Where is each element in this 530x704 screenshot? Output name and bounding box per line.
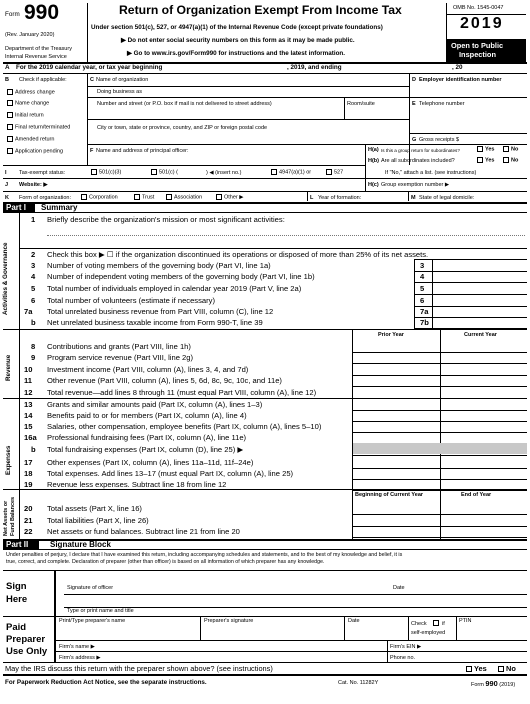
line-number: b (31, 445, 36, 454)
current-year-field[interactable] (441, 433, 527, 443)
self-employed-label: self-employed (411, 630, 446, 636)
line-text: Contributions and grants (Part VIII, line 1h) (47, 342, 191, 351)
checkbox-other[interactable]: Other ▶ (216, 194, 244, 200)
preparer-name-label: Print/Type preparer's name (59, 618, 126, 624)
current-year-field[interactable] (441, 469, 527, 479)
service-name: Internal Revenue Service (5, 54, 67, 60)
line-2-text: Check this box ▶ ☐ if the organization discontinued its operations or disposed of more than 25% of its net assets. (47, 250, 429, 259)
form-number: 990 (24, 1, 60, 24)
line-number: b (31, 318, 36, 327)
room-suite-label: Room/suite (347, 101, 375, 107)
hb-note: If "No," attach a list. (see instructions) (385, 170, 477, 176)
prior-year-field[interactable] (353, 458, 439, 468)
state-domicile-label: State of legal domicile: (419, 195, 475, 201)
footer-form-id: Form 990 (2019) (471, 679, 516, 688)
checkbox-final-return[interactable]: Final return/terminated (7, 124, 70, 130)
line-value-field[interactable] (433, 295, 527, 305)
line-a-mid: , 2019, and ending (287, 64, 342, 71)
form-label: Form (5, 11, 20, 18)
line-text: Number of independent voting members of the governing body (Part VI, line 1b) (47, 272, 315, 281)
line-text: Total revenue—add lines 8 through 11 (must equal Part VIII, column (A), line 12) (47, 388, 317, 397)
perjury-statement-2: true, correct, and complete. Declaration of preparer (other than officer) is based on all information of which preparer has any knowledge. (6, 559, 325, 565)
prior-year-field[interactable] (353, 400, 439, 410)
header-divider-left (87, 3, 88, 62)
current-year-field[interactable] (441, 342, 527, 352)
line-a-label: A (5, 64, 10, 71)
line-text: Total number of volunteers (estimate if necessary) (47, 296, 215, 305)
g-label: G (412, 137, 417, 143)
beginning-year-header: Beginning of Current Year (355, 492, 424, 498)
prior-year-field[interactable] (353, 527, 439, 537)
prior-year-field[interactable] (353, 480, 439, 490)
discuss-yes-checkbox[interactable]: Yes (466, 664, 487, 673)
hb-label: H(b) (368, 158, 379, 164)
line-value-field[interactable] (433, 271, 527, 281)
checkbox-4947[interactable]: 4947(a)(1) or (271, 169, 311, 175)
line-text: Net unrelated business taxable income from Form 990-T, line 39 (47, 318, 263, 327)
ha-text: Is this a group return for subordinates? (381, 148, 460, 153)
prior-year-field[interactable] (353, 433, 439, 443)
line-text: Total unrelated business revenue from Part VIII, column (C), line 12 (47, 307, 274, 316)
firm-ein-label: Firm's EIN ▶ (390, 644, 422, 650)
ha-yes-checkbox[interactable]: Yes (477, 146, 494, 152)
line-value-field[interactable] (433, 260, 527, 270)
tax-year: 2019 (460, 15, 504, 32)
line-number: 3 (31, 261, 36, 270)
line-number: 12 (24, 388, 33, 397)
footer-paperwork: For Paperwork Reduction Act Notice, see the separate instructions. (5, 679, 207, 686)
group-exemption-label: Group exemption number ▶ (381, 182, 450, 188)
side-label-expenses: Expenses (5, 445, 12, 475)
public-line-2: Inspection (459, 50, 496, 59)
checkbox-corporation[interactable]: Corporation (81, 194, 118, 200)
open-to-public-banner (447, 39, 526, 62)
self-employed-checkbox[interactable] (433, 620, 439, 626)
line-text: Grants and similar amounts paid (Part IX, column (A), lines 1–3) (47, 400, 263, 409)
line-number: 4 (31, 272, 36, 281)
prior-year-field[interactable] (353, 422, 439, 432)
line-text: Professional fundraising fees (Part IX, column (A), line 11e) (47, 433, 247, 442)
current-year-field[interactable] (441, 376, 527, 386)
checkbox-initial-return[interactable]: Initial return (7, 112, 44, 118)
b-label: B (5, 77, 9, 83)
side-label-net-assets-2: Fund Balances (10, 496, 16, 536)
line-number: 19 (24, 480, 33, 489)
current-year-field[interactable] (441, 400, 527, 410)
checkbox-trust[interactable]: Trust (134, 194, 154, 200)
line-box-label: 5 (420, 284, 425, 293)
side-label-activities: Activities & Governance (2, 242, 9, 315)
checkbox-527[interactable]: 527 (326, 169, 343, 175)
checkbox-address-change[interactable]: Address change (7, 89, 55, 95)
phone-label: Phone no. (390, 655, 416, 661)
org-name-label: Name of organization (96, 77, 149, 83)
line-number: 18 (24, 469, 33, 478)
hb-text: Are all subordinates included? (381, 158, 455, 164)
line-2-number: 2 (31, 250, 36, 259)
discuss-text: May the IRS discuss this return with the preparer shown above? (see instructions) (5, 664, 273, 673)
discuss-no-checkbox[interactable]: No (498, 664, 516, 673)
line-a-end: , 20 (452, 64, 463, 71)
hc-label: H(c) (368, 182, 379, 188)
telephone-label: Telephone number (419, 101, 465, 107)
principal-officer-label: Name and address of principal officer: (96, 148, 189, 154)
current-year-field[interactable] (441, 353, 527, 363)
website-label: Website: ▶ (19, 182, 48, 188)
footer-cat-number: Cat. No. 11282Y (338, 680, 379, 686)
part2-title: Signature Block (50, 540, 111, 549)
city-label: City or town, state or province, country, and ZIP or foreign postal code (97, 125, 268, 131)
sign-label-1: Sign (6, 581, 27, 592)
side-label-revenue: Revenue (5, 354, 12, 381)
line-number: 14 (24, 411, 33, 420)
line-box-label: 6 (420, 296, 425, 305)
public-line-1: Open to Public (451, 41, 504, 50)
line-1-number: 1 (31, 215, 36, 224)
prior-year-field[interactable] (353, 504, 439, 514)
line-text: Program service revenue (Part VIII, line 2g) (47, 353, 194, 362)
line-box-label: 7a (420, 307, 429, 316)
current-year-field[interactable] (441, 516, 527, 526)
line-number: 22 (24, 527, 33, 536)
form-of-org-label: Form of organization: (19, 195, 71, 201)
part2-tag: Part II (3, 540, 39, 549)
f-label: F (90, 148, 94, 154)
ptin-label: PTIN (459, 618, 472, 624)
form-title: Return of Organization Exempt From Income Tax (119, 3, 402, 17)
current-year-field[interactable] (441, 458, 527, 468)
line-number: 11 (24, 376, 33, 385)
check-label: Check (411, 621, 427, 627)
line-number: 20 (24, 504, 33, 513)
current-year-field[interactable] (441, 388, 527, 398)
insert-no-label: ) ◀ (insert no.) (206, 170, 242, 176)
current-year-header: Current Year (464, 332, 497, 338)
preparer-signature-label: Preparer's signature (204, 618, 254, 624)
firm-name-label: Firm's name ▶ (59, 644, 95, 650)
b-title: Check if applicable: (19, 77, 67, 83)
line-number: 15 (24, 422, 33, 431)
line-text: Total fundraising expenses (Part IX, column (D), line 25) ▶ (47, 445, 244, 454)
line-box-label: 7b (420, 318, 429, 327)
year-formation-label: Year of formation: (318, 195, 362, 201)
k-label: K (5, 195, 9, 201)
prior-year-field[interactable] (353, 376, 439, 386)
line-box-label: 4 (420, 272, 425, 281)
e-label: E (412, 101, 416, 107)
line-number: 17 (24, 458, 33, 467)
checkbox-application-pending[interactable]: Application pending (7, 148, 63, 154)
prior-year-field[interactable] (353, 516, 439, 526)
line-number: 10 (24, 365, 33, 374)
preparer-title-3: Use Only (6, 646, 48, 657)
line-number: 13 (24, 400, 33, 409)
hb-yes-checkbox[interactable]: Yes (477, 157, 494, 163)
end-year-header: End of Year (461, 492, 492, 498)
i-label: I (5, 170, 7, 176)
l-label: L (310, 195, 314, 201)
line-number: 16a (24, 433, 37, 442)
current-year-field[interactable] (441, 480, 527, 490)
ha-no-checkbox[interactable]: No (503, 146, 518, 152)
line-text: Benefits paid to or for members (Part IX, column (A), line 4) (47, 411, 247, 420)
line-text: Revenue less expenses. Subtract line 18 from line 12 (47, 480, 227, 489)
line-value-field[interactable] (433, 306, 527, 316)
prior-year-field[interactable] (353, 365, 439, 375)
ein-label: Employer identification number (419, 77, 502, 83)
line-text: Investment income (Part VIII, column (A), lines 3, 4, and 7d) (47, 365, 249, 374)
current-year-field[interactable] (441, 365, 527, 375)
line-box-rule (414, 328, 527, 329)
line-text: Other expenses (Part IX, column (A), lines 11a–11d, 11f–24e) (47, 458, 254, 467)
c-label: C (90, 77, 94, 83)
prior-year-field[interactable] (353, 411, 439, 421)
line-number: 6 (31, 296, 36, 305)
street-label: Number and street (or P.O. box if mail is not delivered to street address) (97, 101, 272, 107)
current-year-field[interactable] (441, 527, 527, 537)
ha-label: H(a) (368, 147, 379, 153)
preparer-title-2: Preparer (6, 634, 46, 645)
perjury-statement-1: Under penalties of perjury, I declare that I have examined this return, including accompanying schedules and statements, and to the best of my knowledge and belief, it is (6, 552, 403, 558)
prior-year-field[interactable] (353, 342, 439, 352)
part1-title: Summary (41, 203, 78, 212)
prior-year-field[interactable] (353, 469, 439, 479)
firm-address-label: Firm's address ▶ (59, 655, 101, 661)
current-year-field[interactable] (441, 422, 527, 432)
hb-no-checkbox[interactable]: No (503, 157, 518, 163)
prior-year-field[interactable] (353, 353, 439, 363)
line-a-text: For the 2019 calendar year, or tax year beginning (16, 64, 163, 71)
omb-number: OMB No. 1545-0047 (453, 5, 504, 11)
line-text: Total liabilities (Part X, line 26) (47, 516, 149, 525)
line-number: 5 (31, 284, 36, 293)
checkbox-amended-return[interactable]: Amended return (7, 136, 54, 142)
line-1-text: Briefly describe the organization's mission or most significant activities: (47, 215, 285, 224)
side-label-net-assets-1: Net Assets or (3, 500, 9, 536)
line-text: Number of voting members of the governing body (Part VI, line 1a) (47, 261, 271, 270)
d-label: D (412, 77, 416, 83)
checkbox-association[interactable]: Association (166, 194, 202, 200)
current-year-field[interactable] (441, 504, 527, 514)
if-label: if (442, 621, 445, 627)
line-16b-shaded (353, 443, 527, 454)
line-text: Total number of individuals employed in calendar year 2019 (Part V, line 2a) (47, 284, 302, 293)
preparer-date-label: Date (348, 618, 360, 624)
current-year-field[interactable] (441, 411, 527, 421)
prior-year-field[interactable] (353, 388, 439, 398)
checkbox-501c[interactable]: 501(c) ( (151, 169, 178, 175)
prior-year-header: Prior Year (378, 332, 404, 338)
j-label: J (5, 182, 9, 188)
line-value-field[interactable] (433, 317, 527, 327)
line-text: Salaries, other compensation, employee benefits (Part IX, column (A), lines 5–10) (47, 422, 322, 431)
department-name: Department of the Treasury (5, 46, 72, 52)
sign-label-2: Here (6, 594, 28, 605)
m-label: M (411, 195, 416, 201)
officer-date-label: Date (393, 585, 405, 591)
signature-officer-label: Signature of officer (67, 585, 114, 591)
preparer-title-1: Paid (6, 622, 27, 633)
tax-exempt-label: Tax-exempt status: (19, 170, 66, 176)
checkbox-name-change[interactable]: Name change (7, 100, 49, 106)
ssn-notice: ▶ Do not enter social security numbers on this form as it may be made public. (121, 37, 355, 44)
line-text: Other revenue (Part VIII, column (A), lines 5, 6d, 8c, 9c, 10c, and 11e) (47, 376, 282, 385)
part1-tag: Part I (3, 203, 35, 212)
checkbox-501c3[interactable]: 501(c)(3) (91, 169, 121, 175)
line-value-field[interactable] (433, 283, 527, 293)
line-number: 21 (24, 516, 33, 525)
gross-receipts-label: Gross receipts $ (419, 137, 460, 143)
line-text: Net assets or fund balances. Subtract line 21 from line 20 (47, 527, 240, 536)
instructions-notice: ▶ Go to www.irs.gov/Form990 for instructions and the latest information. (127, 50, 346, 57)
line-box-label: 3 (420, 261, 425, 270)
form-subtitle: Under section 501(c), 527, or 4947(a)(1) of the Internal Revenue Code (except private foundations) (91, 24, 383, 31)
revision-date: (Rev. January 2020) (5, 32, 55, 38)
type-name-label: Type or print name and title (67, 608, 134, 614)
line-number: 7a (24, 307, 33, 316)
line-text: Total assets (Part X, line 16) (47, 504, 142, 513)
dba-label: Doing business as (97, 89, 142, 95)
line-number: 8 (31, 342, 36, 351)
line-text: Total expenses. Add lines 13–17 (must equal Part IX, column (A), line 25) (47, 469, 294, 478)
line-number: 9 (31, 353, 36, 362)
